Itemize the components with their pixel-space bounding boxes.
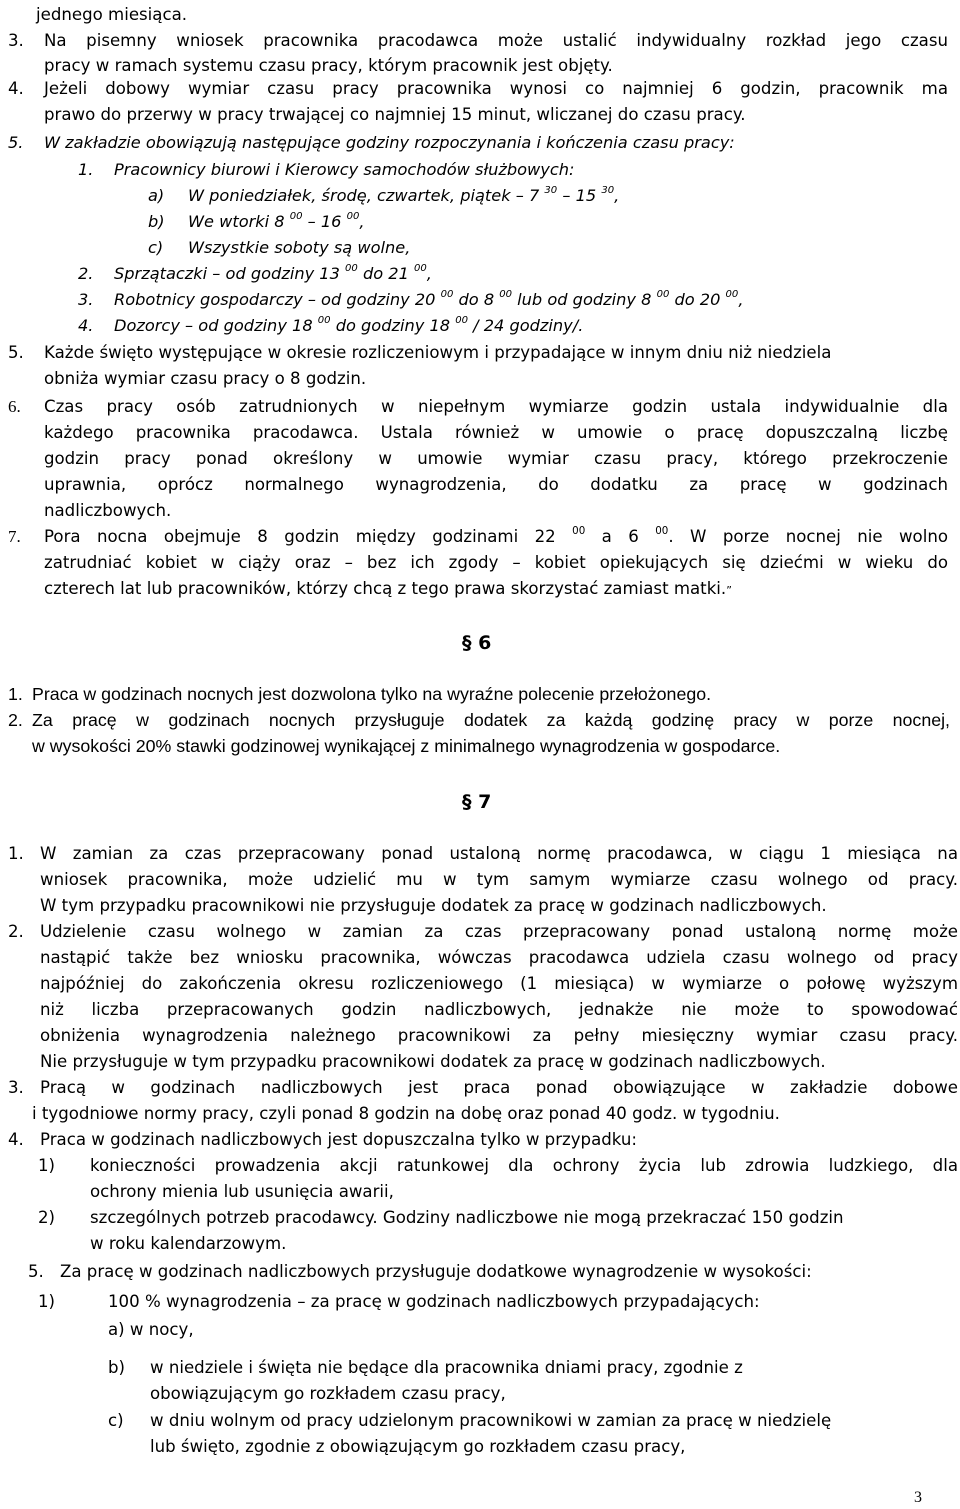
text-run: lub święto, zgodnie z obowiązującym go rozkładem czasu pracy, [150, 1437, 686, 1456]
text-line [114, 262, 432, 286]
text-run: Czas pracy osób zatrudnionych w niepełnym wymiarze godzin ustala indywidualnie dla [44, 397, 948, 416]
text-line [188, 184, 619, 208]
text-line [40, 1024, 958, 1048]
sub-marker-1: 1. [78, 160, 94, 179]
list-marker-5b: 5. [8, 343, 24, 362]
text-run: Robotnicy gospodarczy – od godziny 20 [114, 290, 441, 309]
text-run: We wtorki 8 [188, 212, 290, 231]
text-run: w niedziele i święta nie będące dla pracownika dniami pracy, zgodnie z [150, 1358, 743, 1377]
superscript: 00 [655, 524, 669, 537]
text-run: wniosek pracownika, może udzielić mu w tym samym wymiarze czasu wolnego od pracy. [40, 870, 958, 889]
list-marker-3: 3. [8, 31, 24, 50]
text-line [114, 158, 574, 182]
text-line [40, 1050, 826, 1074]
text-run: Praca w godzinach nocnych jest dozwolona tylko na wyraźne polecenie przełożonego. [32, 684, 712, 704]
p7-sub-marker-2: 2) [38, 1208, 56, 1227]
superscript: 00 [289, 211, 303, 223]
text-run: Za pracę w godzinach nocnych przysługuje dodatek za każdą godzinę pracy w porze nocnej, [32, 710, 950, 730]
list-marker-4: 4. [8, 79, 24, 98]
page-number: 3 [914, 1489, 922, 1506]
text-line [90, 1206, 844, 1230]
superscript: 00 [725, 289, 739, 301]
text-run: Udzielenie czasu wolnego w zamian za czas przepracowany ponad ustaloną normę może [40, 922, 958, 941]
text-run: , [614, 186, 620, 205]
text-line [32, 1102, 780, 1126]
p6-marker-2: 2. [8, 710, 23, 730]
text-line [44, 29, 948, 53]
text-run: nadliczbowych. [44, 501, 172, 520]
text-run: Jeżeli dobowy wymiar czasu pracy pracownika wynosi co najmniej 6 godzin, pracownik ma [44, 79, 948, 98]
text-run: Każde święto występujące w okresie rozliczeniowym i przypadające w innym dniu niż niedziela [44, 343, 832, 362]
superscript: 00 [414, 263, 427, 275]
text-run: , [738, 290, 744, 309]
text-line [150, 1356, 743, 1380]
p7-sub-marker-1: 1) [38, 1156, 56, 1175]
p7-marker-1: 1. [8, 844, 24, 863]
text-run: czterech lat lub pracowników, którzy chcą z tego prawa skorzystać zamiast matki. [44, 579, 727, 598]
text-line [32, 708, 950, 732]
text-run: 100 % wynagrodzenia – za pracę w godzinach nadliczbowych przypadających: [108, 1292, 760, 1311]
text-run: do godziny 18 [330, 316, 456, 335]
sub-marker-c: c) [148, 238, 164, 257]
text-line [40, 894, 827, 918]
text-line [44, 103, 746, 127]
p7-marker-5: 5. [28, 1262, 44, 1281]
text-line [44, 447, 948, 471]
text-line [44, 577, 732, 603]
text-run: obowiązującym go rozkładem czasu pracy, [150, 1384, 506, 1403]
text-line [114, 288, 743, 312]
text-run: najpóźniej do zakończenia okresu rozliczeniowego (1 miesiąca) w wymiarze o połowę wyższym [40, 974, 958, 993]
sub-marker-2: 2. [78, 264, 94, 283]
list-marker-6: 6. [8, 397, 21, 416]
superscript: 00 [440, 289, 454, 301]
text-line [40, 946, 958, 970]
text-run: ” [726, 584, 732, 597]
text-line [44, 341, 831, 365]
text-run: godzin pracy ponad określony w umowie wymiar czasu pracy, którego przekroczenie [44, 449, 948, 468]
text-run: i tygodniowe normy pracy, czyli ponad 8 godzin na dobę oraz ponad 40 godz. w tygodniu. [32, 1104, 780, 1123]
text-run: jednego miesiąca. [36, 5, 188, 24]
text-run: Pracą w godzinach nadliczbowych jest praca ponad obowiązujące w zakładzie dobowe [40, 1078, 958, 1097]
text-line [188, 236, 410, 260]
text-run: w roku kalendarzowym. [90, 1234, 287, 1253]
p7-sub-marker-b: b) [108, 1358, 126, 1377]
text-run: § 6 [462, 632, 492, 654]
sub-marker-4: 4. [78, 316, 94, 335]
text-run: a) w nocy, [108, 1320, 194, 1339]
text-line [40, 868, 958, 892]
list-marker-7: 7. [8, 527, 21, 546]
section-heading [462, 790, 491, 814]
text-run: Praca w godzinach nadliczbowych jest dopuszczalna tylko w przypadku: [40, 1130, 637, 1149]
text-line [90, 1232, 286, 1256]
superscript: 00 [455, 315, 468, 327]
text-run: prawo do przerwy w pracy trwającej co najmniej 15 minut, wliczanej do czasu pracy. [44, 105, 746, 124]
text-run: uprawnia, oprócz normalnego wynagrodzenia, do dodatku za pracę w godzinach [44, 475, 948, 494]
p7-sub-marker-1b: 1) [38, 1292, 56, 1311]
text-run: § 7 [462, 791, 492, 813]
text-run: – 16 [302, 212, 347, 231]
superscript: 30 [601, 185, 615, 197]
text-line [44, 421, 948, 445]
sub-marker-3: 3. [78, 290, 94, 309]
text-line [114, 314, 583, 338]
text-run: Wszystkie soboty są wolne, [188, 238, 411, 257]
text-run: , [426, 264, 432, 283]
p7-marker-3: 3. [8, 1078, 24, 1097]
superscript: 00 [656, 289, 670, 301]
text-run: Sprzątaczki – od godziny 13 [114, 264, 346, 283]
superscript: 00 [499, 289, 513, 301]
text-run: , [359, 212, 365, 231]
text-line [44, 131, 735, 155]
text-run: . W porze nocnej nie wolno [668, 527, 948, 546]
text-line [36, 3, 187, 27]
superscript: 00 [345, 263, 358, 275]
text-run: – 15 [557, 186, 602, 205]
list-marker-5: 5. [8, 133, 24, 152]
text-run: szczególnych potrzeb pracodawcy. Godziny nadliczbowe nie mogą przekraczać 150 godzin [90, 1208, 844, 1227]
text-line [44, 395, 948, 419]
text-line [188, 210, 365, 234]
text-run: Nie przysługuje w tym przypadku pracownikowi dodatek za pracę w godzinach nadliczbowych. [40, 1052, 826, 1071]
text-run: pracy w ramach systemu czasu pracy, którym pracownik jest objęty. [44, 56, 613, 75]
text-run: W zamian za czas przepracowany ponad ustaloną normę pracodawca, w ciągu 1 miesiąca na [40, 844, 958, 863]
text-run: zatrudniać kobiet w ciąży oraz – bez ich zgody – kobiet opiekujących się dziećmi w wieku do [44, 553, 948, 572]
text-line [32, 734, 780, 758]
text-run: nastąpić także bez wniosku pracownika, wówczas pracodawca udziela czasu wolnego od pracy [40, 948, 958, 967]
superscript: 30 [544, 185, 558, 197]
sub-marker-a: a) [148, 186, 165, 205]
text-run: W poniedziałek, środę, czwartek, piątek – 7 [188, 186, 545, 205]
text-run: do 21 [357, 264, 415, 283]
text-run: W zakładzie obowiązują następujące godziny rozpoczynania i kończenia czasu pracy: [44, 133, 735, 152]
text-run: a 6 [585, 527, 656, 546]
superscript: 00 [346, 211, 360, 223]
text-line [40, 920, 958, 944]
text-line [44, 499, 171, 523]
text-line [40, 998, 958, 1022]
text-line [150, 1409, 831, 1433]
text-run: lub od godziny 8 [512, 290, 657, 309]
superscript: 00 [572, 524, 586, 537]
text-line [150, 1382, 506, 1406]
text-line [150, 1435, 685, 1459]
text-run: Dozorcy – od godziny 18 [114, 316, 318, 335]
text-line [44, 525, 948, 549]
text-run: Pracownicy biurowi i Kierowcy samochodów służbowych: [114, 160, 575, 179]
text-run: do 8 [453, 290, 500, 309]
text-run: Za pracę w godzinach nadliczbowych przysługuje dodatkowe wynagrodzenie w wysokości: [60, 1262, 812, 1281]
p7-marker-4: 4. [8, 1130, 24, 1149]
text-run: w dniu wolnym od pracy udzielonym pracownikowi w zamian za pracę w niedzielę [150, 1411, 832, 1430]
text-run: Na pisemny wniosek pracownika pracodawca może ustalić indywidualny rozkład jego czasu [44, 31, 948, 50]
p7-sub-marker-c: c) [108, 1411, 124, 1430]
superscript: 00 [317, 315, 331, 327]
text-run: Pora nocna obejmuje 8 godzin między godzinami 22 [44, 527, 573, 546]
text-run: ochrony mienia lub usunięcia awarii, [90, 1182, 394, 1201]
section-heading [462, 631, 491, 655]
text-line [108, 1290, 760, 1314]
text-line [44, 367, 366, 391]
text-line [60, 1260, 812, 1284]
text-line [108, 1318, 194, 1342]
text-line [44, 77, 948, 101]
text-run: do 20 [669, 290, 726, 309]
text-run: niż liczba przepracowanych godzin nadliczbowych, jednakże nie może to spowodować [40, 1000, 958, 1019]
text-line [40, 842, 958, 866]
text-line [90, 1180, 394, 1204]
text-line [44, 473, 948, 497]
text-line [32, 682, 711, 706]
text-line [40, 1128, 637, 1152]
text-run: każdego pracownika pracodawca. Ustala również w umowie o pracę dopuszczalną liczbę [44, 423, 948, 442]
text-line [44, 551, 948, 575]
text-line [40, 1076, 958, 1100]
text-run: konieczności prowadzenia akcji ratunkowej dla ochrony życia lub zdrowia ludzkiego, dla [90, 1156, 958, 1175]
text-run: obniżenia wynagrodzenia należnego pracownikowi za pełny miesięczny wymiar czasu pracy. [40, 1026, 958, 1045]
text-line [40, 972, 958, 996]
text-run: / 24 godziny/. [467, 316, 584, 335]
text-run: W tym przypadku pracownikowi nie przysługuje dodatek za pracę w godzinach nadliczbowych. [40, 896, 827, 915]
text-line [90, 1154, 958, 1178]
text-run: obniża wymiar czasu pracy o 8 godzin. [44, 369, 367, 388]
text-line [44, 54, 613, 78]
text-run: w wysokości 20% stawki godzinowej wynikającej z minimalnego wynagrodzenia w gospodarce. [32, 736, 781, 756]
p7-marker-2: 2. [8, 922, 24, 941]
sub-marker-b: b) [148, 212, 165, 231]
p6-marker-1: 1. [8, 684, 23, 704]
